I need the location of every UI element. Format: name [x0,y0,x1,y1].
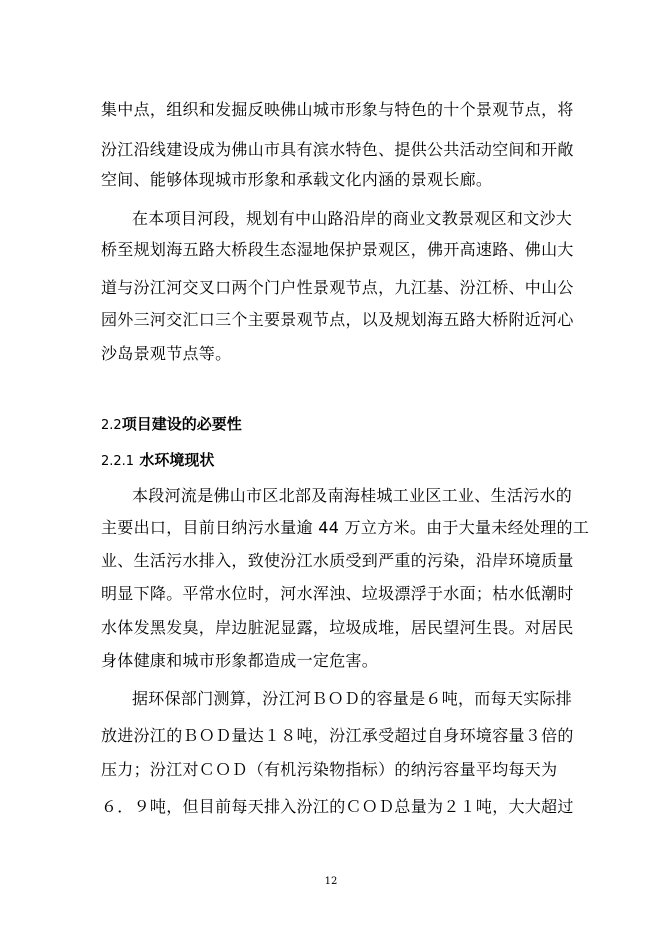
paragraph-line: 桥至规划海五路大桥段生态湿地保护景观区，佛开高速路、佛山大 [101,240,574,259]
paragraph-line: 园外三河交汇口三个主要景观节点，以及规划海五路大桥附近河心 [101,310,574,329]
page-number: 12 [324,876,338,887]
paragraph-line: 据环保部门测算，汾江河ＢＯＤ的容量是６吨，而每天实际排 [132,689,573,708]
paragraph-line: 沙岛景观节点等。 [101,344,232,363]
section-number: 2.2 [101,418,122,433]
paragraph-line: 汾江沿线建设成为佛山市具有滨水特色、提供公共活动空间和开敞 [101,140,574,159]
paragraph-line: 空间、能够体现城市形象和承载文化内涵的景观长廊。 [101,170,493,189]
paragraph-line: 主要出口，目前日纳污水量逾 44 万立方米。由于大量未经处理的工 [101,518,590,537]
subsection-title: 水环境现状 [139,451,215,469]
paragraph-line: 道与汾江河交叉口两个门户性景观节点，九江基、汾江桥、中山公 [101,278,574,297]
section-heading [101,414,242,436]
subsection-heading [101,450,214,472]
paragraph-line: 水体发黑发臭，岸边脏泥显露，垃圾成堆，居民望河生畏。对居民 [101,618,574,637]
paragraph-line: 放进汾江的ＢＯＤ量达１８吨，汾江承受超过自身环境容量３倍的 [101,726,574,745]
subsection-number: 2.2.1 [101,454,135,469]
paragraph-line: 本段河流是佛山市区北部及南海桂城工业区工业、生活污水的 [132,486,573,505]
section-title: 项目建设的必要性 [121,415,242,433]
paragraph-line: 集中点，组织和发掘反映佛山城市形象与特色的十个景观节点，将 [101,100,574,119]
paragraph-line: 业、生活污水排入，致使汾江水质受到严重的污染，沿岸环境质量 [101,551,574,570]
paragraph-line: ６．９吨，但目前每天排入汾江的ＣＯＤ总量为２１吨，大大超过 [101,797,574,816]
paragraph-line: 压力；汾江对ＣＯＤ（有机污染物指标）的纳污容量平均每天为 [101,760,558,779]
paragraph-line: 明显下降。平常水位时，河水浑浊、垃圾漂浮于水面；枯水低潮时 [101,584,574,603]
paragraph-line: 身体健康和城市形象都造成一定危害。 [101,651,379,670]
paragraph-line: 在本项目河段，规划有中山路沿岸的商业文教景观区和文沙大 [132,209,573,228]
